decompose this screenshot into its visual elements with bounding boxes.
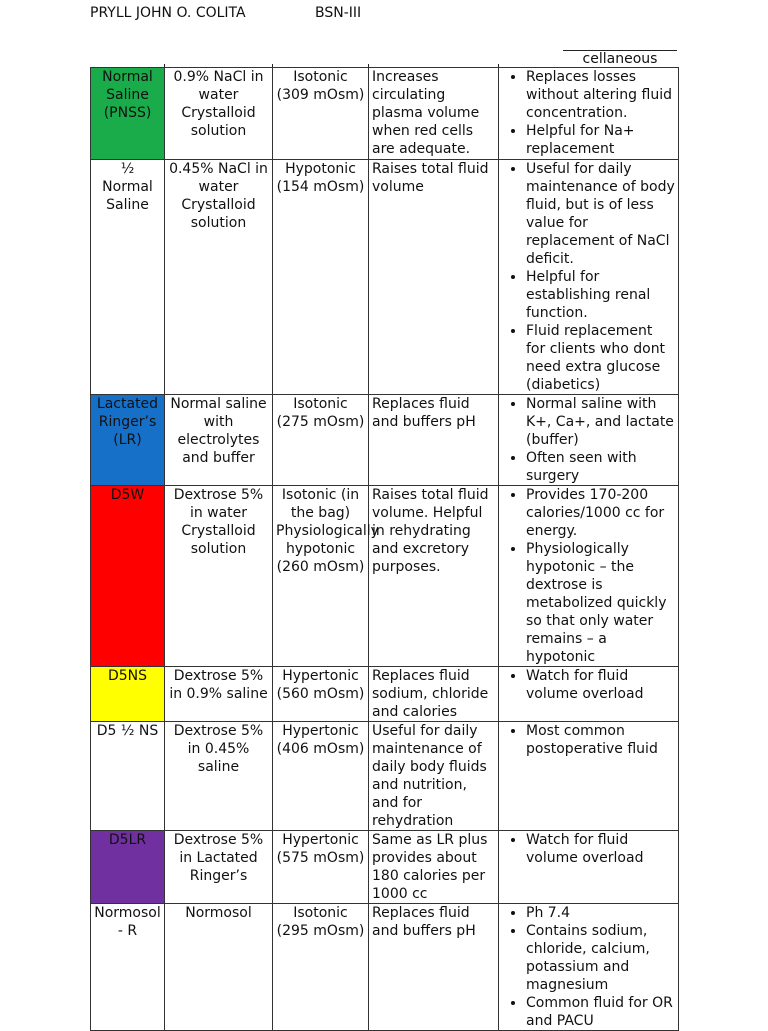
notes-list	[502, 68, 675, 158]
composition-cell: Dextrose 5% in water Crystalloid solution	[165, 486, 273, 667]
list-item: • Fluid replacement for clients who dont need extra glucose (diabetics)	[526, 322, 675, 394]
table-row	[91, 395, 679, 486]
notes-cell	[499, 722, 679, 831]
notes-cell	[499, 831, 679, 904]
list-item: • Normal saline with K+, Ca+, and lactate (buffer)	[526, 395, 675, 449]
tonicity-cell: Hypertonic (560 mOsm)	[273, 667, 369, 722]
use-cell: Raises total fluid volume	[369, 160, 499, 395]
use-cell: Increases circulating plasma volume when red cells are adequate.	[369, 68, 499, 160]
partial-column-header: cellaneous	[563, 50, 677, 68]
iv-fluids-table	[90, 67, 679, 1031]
list-item: • Helpful for Na+ replacement	[526, 122, 675, 158]
tonicity-cell: Isotonic (309 mOsm)	[273, 68, 369, 160]
tonicity-cell: Hypotonic (154 mOsm)	[273, 160, 369, 395]
tonicity-cell: Isotonic (295 mOsm)	[273, 904, 369, 1031]
list-item: • Ph 7.4	[526, 904, 675, 922]
list-item: • Watch for fluid volume overload	[526, 667, 675, 703]
list-item: • Physiologically hypotonic – the dextrose is metabolized quickly so that only water remains – a hypotonic	[526, 540, 675, 666]
notes-cell	[499, 667, 679, 722]
notes-list	[502, 722, 675, 758]
composition-cell: 0.9% NaCl in water Crystalloid solution	[165, 68, 273, 160]
use-cell: Replaces fluid and buffers pH	[369, 395, 499, 486]
tonicity-cell: Hypertonic (575 mOsm)	[273, 831, 369, 904]
fluid-name-cell: D5LR	[91, 831, 165, 904]
list-item: • Most common postoperative fluid	[526, 722, 675, 758]
list-item: • Often seen with surgery	[526, 449, 675, 485]
use-cell: Replaces fluid sodium, chloride and calories	[369, 667, 499, 722]
notes-list	[502, 667, 675, 703]
composition-cell: Normal saline with electrolytes and buffer	[165, 395, 273, 486]
tonicity-cell: Isotonic (in the bag) Physiologically hypotonic (260 mOsm)	[273, 486, 369, 667]
notes-list	[502, 395, 675, 485]
table-row	[91, 904, 679, 1031]
table-row	[91, 486, 679, 667]
use-cell: Same as LR plus provides about 180 calories per 1000 cc	[369, 831, 499, 904]
use-cell: Raises total fluid volume. Helpful in rehydrating and excretory purposes.	[369, 486, 499, 667]
table-row	[91, 160, 679, 395]
list-item: • Common fluid for OR and PACU	[526, 994, 675, 1030]
table-row	[91, 68, 679, 160]
table-row	[91, 667, 679, 722]
notes-cell	[499, 160, 679, 395]
list-item: • Provides 170-200 calories/1000 cc for energy.	[526, 486, 675, 540]
fluid-name-cell: D5W	[91, 486, 165, 667]
fluid-name-cell: D5NS	[91, 667, 165, 722]
notes-list	[502, 904, 675, 1030]
list-item: • Contains sodium, chloride, calcium, potassium and magnesium	[526, 922, 675, 994]
notes-cell	[499, 904, 679, 1031]
composition-cell: 0.45% NaCl in water Crystalloid solution	[165, 160, 273, 395]
fluid-name-cell: ½ Normal Saline	[91, 160, 165, 395]
notes-cell	[499, 395, 679, 486]
notes-cell	[499, 486, 679, 667]
composition-cell: Dextrose 5% in 0.45% saline	[165, 722, 273, 831]
fluid-name-cell: D5 ½ NS	[91, 722, 165, 831]
course-label: BSN-III	[315, 5, 362, 21]
tonicity-cell: Hypertonic (406 mOsm)	[273, 722, 369, 831]
tonicity-cell: Isotonic (275 mOsm)	[273, 395, 369, 486]
notes-list	[502, 486, 675, 666]
composition-cell: Dextrose 5% in 0.9% saline	[165, 667, 273, 722]
use-cell: Useful for daily maintenance of daily body fluids and nutrition, and for rehydration	[369, 722, 499, 831]
fluid-name-cell: Lactated Ringer’s (LR)	[91, 395, 165, 486]
notes-cell	[499, 68, 679, 160]
table-row	[91, 722, 679, 831]
notes-list	[502, 831, 675, 867]
list-item: • Replaces losses without altering fluid concentration.	[526, 68, 675, 122]
use-cell: Replaces fluid and buffers pH	[369, 904, 499, 1031]
fluid-name-cell: Normal Saline (PNSS)	[91, 68, 165, 160]
fluid-name-cell: Normosol - R	[91, 904, 165, 1031]
table-row	[91, 831, 679, 904]
notes-list	[502, 160, 675, 394]
list-item: • Watch for fluid volume overload	[526, 831, 675, 867]
composition-cell: Normosol	[165, 904, 273, 1031]
list-item: • Helpful for establishing renal function.	[526, 268, 675, 322]
composition-cell: Dextrose 5% in Lactated Ringer’s	[165, 831, 273, 904]
list-item: • Useful for daily maintenance of body fluid, but is of less value for replacement of NaCl deficit.	[526, 160, 675, 268]
author-name: PRYLL JOHN O. COLITA	[90, 5, 246, 21]
